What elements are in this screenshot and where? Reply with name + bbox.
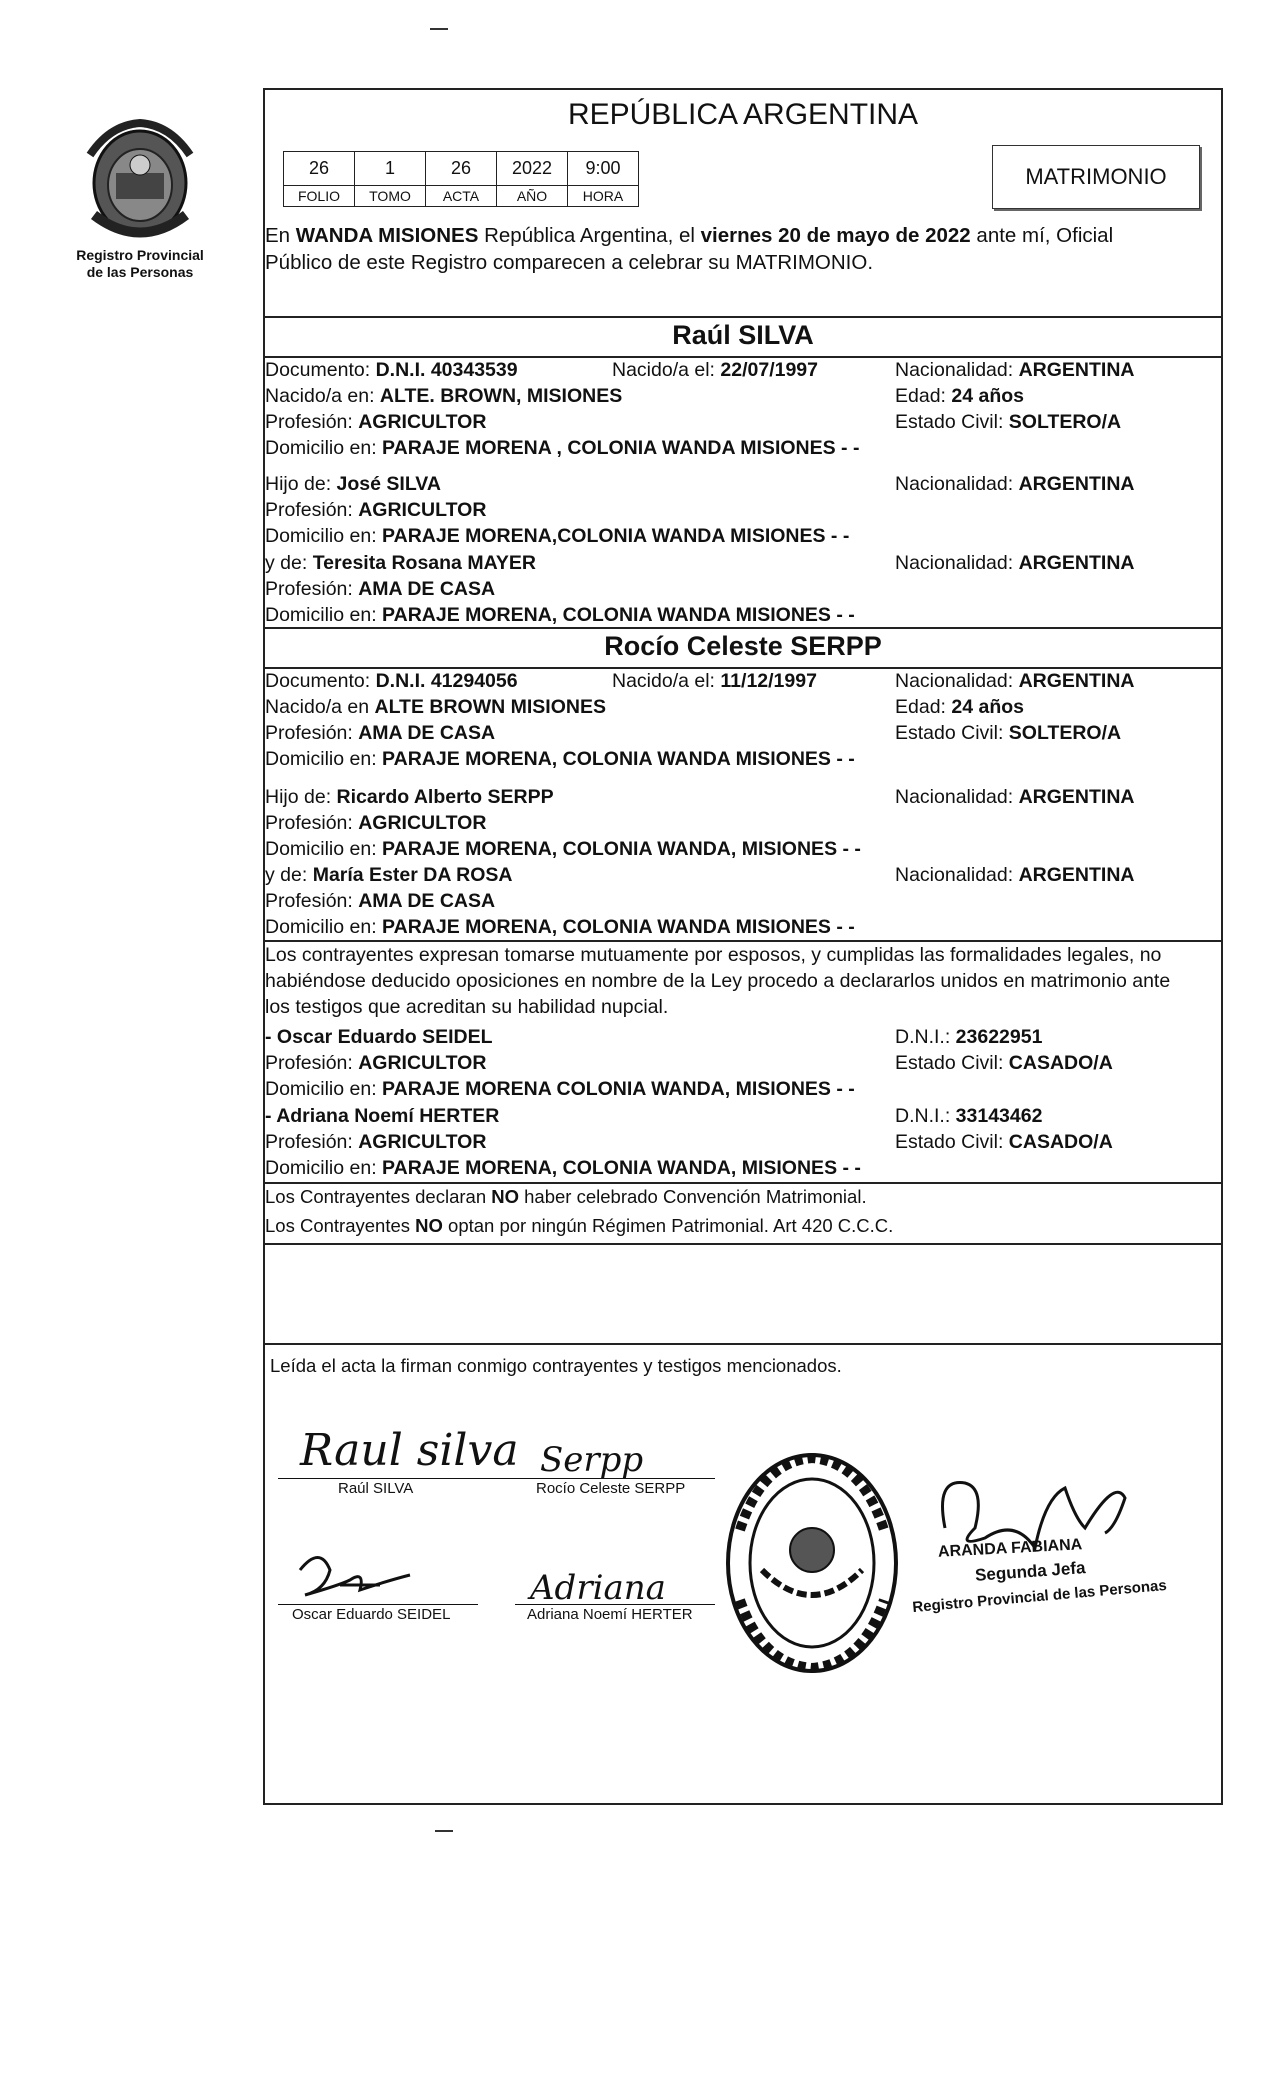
label: D.N.I.: bbox=[895, 1105, 956, 1127]
bride-father-profession bbox=[265, 810, 486, 836]
label: Profesión: bbox=[265, 411, 359, 433]
groom-father-address bbox=[265, 523, 849, 549]
label: D.N.I.: bbox=[895, 1026, 956, 1048]
declaration-line-3: los testigos que acreditan su habilidad nupcial. bbox=[265, 996, 669, 1018]
official-org: Registro Provincial de las Personas bbox=[911, 1576, 1168, 1617]
province-seal-icon bbox=[80, 115, 200, 245]
intro-line-1 bbox=[265, 223, 1113, 249]
label: Nacionalidad: bbox=[895, 864, 1019, 886]
groom-birthplace bbox=[265, 383, 622, 409]
value: SOLTERO/A bbox=[1008, 722, 1122, 744]
label: Edad: bbox=[895, 696, 952, 718]
value: ARGENTINA bbox=[1018, 786, 1135, 808]
label: Estado Civil: bbox=[895, 1052, 1009, 1074]
value: SOLTERO/A bbox=[1008, 411, 1122, 433]
value: - Adriana Noemí HERTER bbox=[265, 1105, 500, 1127]
witness-1-name bbox=[265, 1024, 493, 1050]
label: Documento: bbox=[265, 359, 376, 381]
signature-oscar-seidel bbox=[280, 1540, 420, 1610]
registry-logo-caption bbox=[60, 247, 220, 281]
label: Documento: bbox=[265, 670, 376, 692]
bride-birthdate bbox=[612, 668, 817, 694]
label: Profesión: bbox=[265, 578, 359, 600]
intro-text-2: República Argentina, el bbox=[478, 224, 701, 247]
value: CASADO/A bbox=[1008, 1052, 1113, 1074]
intro-line-2: Público de este Registro comparecen a celebrar su MATRIMONIO. bbox=[265, 251, 874, 274]
intro-place: WANDA MISIONES bbox=[295, 224, 479, 247]
signature-adriana-herter: Adriana bbox=[530, 1568, 666, 1608]
text: Los Contrayentes declaran bbox=[265, 1186, 492, 1207]
convention-line-2 bbox=[265, 1213, 893, 1239]
anio-value: 2022 bbox=[497, 152, 568, 186]
signature-rocio-serpp: Serpp bbox=[540, 1440, 644, 1480]
text: Los Contrayentes bbox=[265, 1215, 416, 1236]
witness-2-dni bbox=[895, 1103, 1042, 1129]
signature-label-raul: Raúl SILVA bbox=[338, 1480, 414, 1497]
signature-line bbox=[278, 1478, 518, 1479]
bride-mother bbox=[265, 862, 512, 888]
value: AGRICULTOR bbox=[358, 411, 487, 433]
bride-name: Rocío Celeste SERPP bbox=[604, 631, 882, 661]
bride-father-nationality bbox=[895, 784, 1135, 810]
label: Nacido/a en bbox=[265, 696, 375, 718]
text: haber celebrado Convención Matrimonial. bbox=[519, 1186, 867, 1207]
divider bbox=[263, 1243, 1223, 1245]
label: Hijo de: bbox=[265, 473, 337, 495]
emphasis: NO bbox=[415, 1215, 443, 1236]
groom-profession bbox=[265, 409, 486, 435]
hora-label: HORA bbox=[568, 186, 639, 207]
value: - Oscar Eduardo SEIDEL bbox=[265, 1026, 493, 1048]
anio-label: AÑO bbox=[497, 186, 568, 207]
witness-1-address bbox=[265, 1076, 855, 1102]
label: Domicilio en: bbox=[265, 525, 383, 547]
label: Nacionalidad: bbox=[895, 786, 1019, 808]
value: AGRICULTOR bbox=[358, 812, 487, 834]
intro-text-1: En bbox=[265, 224, 296, 247]
groom-age bbox=[895, 383, 1024, 409]
signature-line bbox=[515, 1478, 715, 1479]
intro-text-3: ante mí, Oficial bbox=[970, 224, 1114, 247]
value: ARGENTINA bbox=[1018, 864, 1135, 886]
label: y de: bbox=[265, 552, 313, 574]
bride-civil-status bbox=[895, 720, 1121, 746]
label: Estado Civil: bbox=[895, 722, 1009, 744]
bride-father-address bbox=[265, 836, 861, 862]
label: Profesión: bbox=[265, 722, 359, 744]
tomo-value: 1 bbox=[355, 152, 426, 186]
value: D.N.I. 41294056 bbox=[375, 670, 518, 692]
groom-mother-address bbox=[265, 602, 855, 628]
signature-label-rocio: Rocío Celeste SERPP bbox=[536, 1480, 686, 1497]
document-type-label: MATRIMONIO bbox=[1025, 164, 1167, 189]
emphasis: NO bbox=[491, 1186, 519, 1207]
intro-date: viernes 20 de mayo de 2022 bbox=[700, 224, 971, 247]
label: Domicilio en: bbox=[265, 748, 383, 770]
value: ARGENTINA bbox=[1018, 552, 1135, 574]
value: Ricardo Alberto SERPP bbox=[336, 786, 554, 808]
signature-label-adriana: Adriana Noemí HERTER bbox=[527, 1606, 693, 1623]
bride-address bbox=[265, 746, 855, 772]
value: María Ester DA ROSA bbox=[312, 864, 513, 886]
document-type-box bbox=[992, 145, 1200, 209]
logo-caption-line1: Registro Provincial bbox=[76, 247, 204, 263]
value: 23622951 bbox=[955, 1026, 1043, 1048]
signature-line bbox=[515, 1604, 715, 1605]
label: Profesión: bbox=[265, 499, 359, 521]
signature-raul-silva: Raul silva bbox=[300, 1425, 519, 1476]
value: AGRICULTOR bbox=[358, 1052, 487, 1074]
value: D.N.I. 40343539 bbox=[375, 359, 518, 381]
value: 11/12/1997 bbox=[720, 670, 817, 692]
bride-nationality bbox=[895, 668, 1135, 694]
closing-text: Leída el acta la firman conmigo contrayentes y testigos mencionados. bbox=[270, 1355, 842, 1376]
groom-name: Raúl SILVA bbox=[672, 320, 814, 350]
signature-label-oscar: Oscar Eduardo SEIDEL bbox=[292, 1606, 451, 1623]
label: Estado Civil: bbox=[895, 411, 1009, 433]
label: Domicilio en: bbox=[265, 1157, 383, 1179]
label: Domicilio en: bbox=[265, 916, 383, 938]
acta-value: 26 bbox=[426, 152, 497, 186]
label: Domicilio en: bbox=[265, 838, 383, 860]
value: AMA DE CASA bbox=[358, 722, 496, 744]
acta-label: ACTA bbox=[426, 186, 497, 207]
value: 24 años bbox=[951, 696, 1025, 718]
label: Nacionalidad: bbox=[895, 670, 1019, 692]
value: PARAJE MORENA, COLONIA WANDA MISIONES - - bbox=[382, 916, 855, 938]
value: 33143462 bbox=[955, 1105, 1043, 1127]
groom-birthdate bbox=[612, 357, 818, 383]
divider bbox=[263, 627, 1223, 629]
label: Profesión: bbox=[265, 812, 359, 834]
witness-1-dni bbox=[895, 1024, 1042, 1050]
bride-profession bbox=[265, 720, 495, 746]
value: ALTE BROWN MISIONES bbox=[374, 696, 606, 718]
bride-birthplace bbox=[265, 694, 606, 720]
witness-1-profession bbox=[265, 1050, 486, 1076]
label: Hijo de: bbox=[265, 786, 337, 808]
label: Nacionalidad: bbox=[895, 359, 1019, 381]
bride-mother-address bbox=[265, 914, 855, 940]
hora-value: 9:00 bbox=[568, 152, 639, 186]
groom-father bbox=[265, 471, 441, 497]
document-title: REPÚBLICA ARGENTINA bbox=[567, 98, 919, 131]
groom-civil-status bbox=[895, 409, 1121, 435]
declaration-line-2: habiéndose deducido oposiciones en nombre de la Ley procedo a declararlos unidos en matrimonio ante bbox=[265, 970, 1171, 992]
official-name: ARANDA FABIANA bbox=[937, 1536, 1083, 1561]
value: ARGENTINA bbox=[1018, 359, 1135, 381]
witness-1-civil-status bbox=[895, 1050, 1113, 1076]
value: PARAJE MORENA, COLONIA WANDA, MISIONES - - bbox=[382, 1157, 861, 1179]
witness-2-address bbox=[265, 1155, 861, 1181]
value: ALTE. BROWN, MISIONES bbox=[379, 385, 623, 407]
value: PARAJE MORENA, COLONIA WANDA MISIONES - - bbox=[382, 748, 855, 770]
folio-value: 26 bbox=[284, 152, 355, 186]
registry-table bbox=[283, 151, 639, 207]
bride-document bbox=[265, 668, 518, 694]
value: AGRICULTOR bbox=[358, 1131, 487, 1153]
groom-document bbox=[265, 357, 518, 383]
official-role: Segunda Jefa bbox=[974, 1558, 1087, 1585]
value: AMA DE CASA bbox=[358, 578, 496, 600]
label: Profesión: bbox=[265, 890, 359, 912]
bride-age bbox=[895, 694, 1024, 720]
value: ARGENTINA bbox=[1018, 473, 1135, 495]
value: ARGENTINA bbox=[1018, 670, 1135, 692]
groom-address bbox=[265, 435, 859, 461]
groom-father-profession bbox=[265, 497, 486, 523]
label: Nacido/a el: bbox=[612, 359, 721, 381]
divider bbox=[263, 1343, 1223, 1345]
label: Nacido/a en: bbox=[265, 385, 380, 407]
bride-father bbox=[265, 784, 554, 810]
folio-label: FOLIO bbox=[284, 186, 355, 207]
label: Edad: bbox=[895, 385, 952, 407]
label: Nacionalidad: bbox=[895, 473, 1019, 495]
groom-mother-nationality bbox=[895, 550, 1135, 576]
witness-2-profession bbox=[265, 1129, 486, 1155]
signature-line bbox=[278, 1604, 478, 1605]
value: 24 años bbox=[951, 385, 1025, 407]
label: Domicilio en: bbox=[265, 604, 383, 626]
witness-2-name bbox=[265, 1103, 499, 1129]
label: y de: bbox=[265, 864, 313, 886]
value: PARAJE MORENA , COLONIA WANDA MISIONES - - bbox=[382, 437, 860, 459]
bride-mother-profession bbox=[265, 888, 495, 914]
tomo-label: TOMO bbox=[355, 186, 426, 207]
value: Teresita Rosana MAYER bbox=[312, 552, 536, 574]
value: PARAJE MORENA, COLONIA WANDA, MISIONES - - bbox=[382, 838, 861, 860]
label: Domicilio en: bbox=[265, 437, 383, 459]
text: optan por ningún Régimen Patrimonial. Art 420 C.C.C. bbox=[442, 1215, 894, 1236]
registry-round-stamp-icon bbox=[722, 1450, 902, 1676]
bride-mother-nationality bbox=[895, 862, 1135, 888]
value: PARAJE MORENA, COLONIA WANDA MISIONES - - bbox=[382, 604, 855, 626]
groom-mother bbox=[265, 550, 536, 576]
groom-father-nationality bbox=[895, 471, 1135, 497]
value: CASADO/A bbox=[1008, 1131, 1113, 1153]
label: Nacido/a el: bbox=[612, 670, 721, 692]
groom-mother-profession bbox=[265, 576, 495, 602]
value: AMA DE CASA bbox=[358, 890, 496, 912]
label: Domicilio en: bbox=[265, 1078, 383, 1100]
label: Profesión: bbox=[265, 1131, 359, 1153]
logo-caption-line2: de las Personas bbox=[86, 264, 194, 280]
value: José SILVA bbox=[336, 473, 441, 495]
divider bbox=[263, 316, 1223, 318]
label: Nacionalidad: bbox=[895, 552, 1019, 574]
scan-mark bbox=[430, 28, 448, 30]
label: Estado Civil: bbox=[895, 1131, 1009, 1153]
label: Profesión: bbox=[265, 1052, 359, 1074]
convention-line-1 bbox=[265, 1184, 867, 1210]
value: PARAJE MORENA COLONIA WANDA, MISIONES - - bbox=[382, 1078, 855, 1100]
scan-mark bbox=[435, 1830, 453, 1832]
value: AGRICULTOR bbox=[358, 499, 487, 521]
declaration-line-1: Los contrayentes expresan tomarse mutuamente por esposos, y cumplidas las formalidades legales, no bbox=[265, 944, 1162, 966]
groom-nationality bbox=[895, 357, 1135, 383]
value: PARAJE MORENA,COLONIA WANDA MISIONES - - bbox=[382, 525, 850, 547]
value: 22/07/1997 bbox=[720, 359, 819, 381]
witness-2-civil-status bbox=[895, 1129, 1113, 1155]
